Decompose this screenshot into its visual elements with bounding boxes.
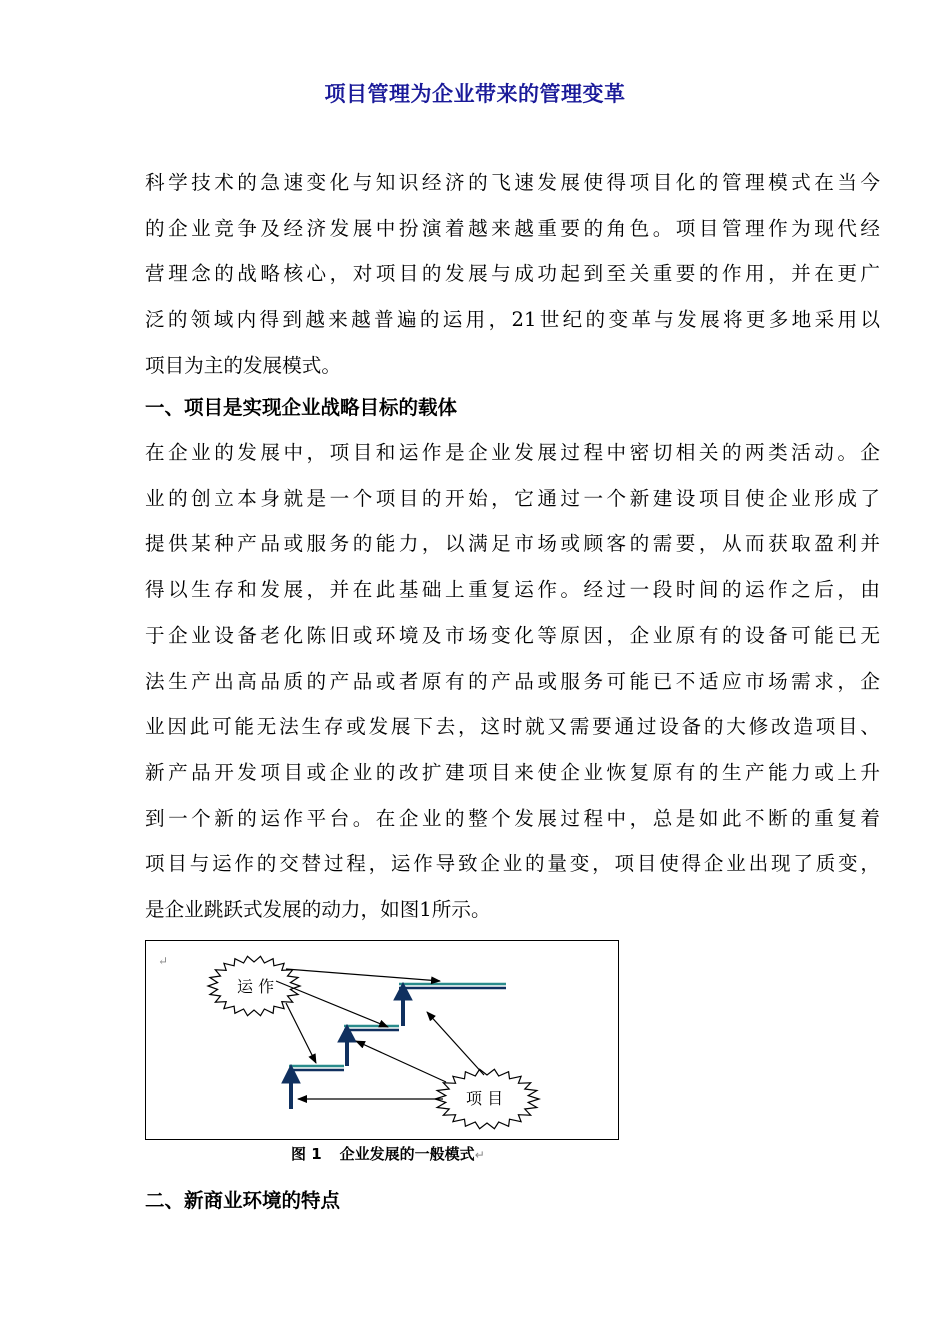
section1-paragraph <box>145 430 880 933</box>
section1-line: 在企业的发展中，项目和运作是企业发展过程中密切相关的两类活动。企 <box>145 441 880 464</box>
section-heading-2: 二、新商业环境的特点 <box>145 1189 341 1212</box>
section1-line: 提供某种产品或服务的能力，以满足市场或顾客的需要，从而获取盈利并 <box>145 532 880 556</box>
section1-line: 新产品开发项目或企业的改扩建项目来使企业恢复原有的生产能力或上升 <box>145 760 880 784</box>
caption-text: 企业发展的一般模式 <box>339 1145 475 1163</box>
figure-diagram <box>146 941 620 1141</box>
paragraph-mark: ↵ <box>158 954 169 968</box>
step-arrows <box>282 983 412 1109</box>
document-title: 项目管理为企业带来的管理变革 <box>324 82 626 106</box>
section1-line: 法生产出高品质的产品或者原有的产品或服务可能已不适应市场需求，企 <box>145 669 880 693</box>
paragraph-mark: ↵ <box>474 1148 485 1162</box>
project-label: 项 目 <box>466 1089 504 1108</box>
section-heading-1: 一、项目是实现企业战略目标的载体 <box>145 396 458 419</box>
section1-line: 业因此可能无法生存或发展下去，这时就又需要通过设备的大修改造项目、 <box>145 715 880 739</box>
intro-line: 科学技术的急速变化与知识经济的飞速发展使得项目化的管理模式在当今 <box>145 171 880 194</box>
intro-line: 项目为主的发展模式。 <box>145 353 341 377</box>
section1-line: 是企业跳跃式发展的动力，如图1所示。 <box>145 898 491 922</box>
intro-paragraph <box>145 160 880 389</box>
section1-line: 于企业设备老化陈旧或环境及市场变化等原因，企业原有的设备可能已无 <box>145 623 880 647</box>
operation-label: 运 作 <box>237 977 275 996</box>
section1-line: 业的创立本身就是一个项目的开始，它通过一个新建设项目使企业形成了 <box>145 486 880 510</box>
intro-line: 营理念的战略核心，对项目的发展与成功起到至关重要的作用，并在更广 <box>145 262 880 286</box>
figure-development-model <box>145 940 619 1140</box>
figure-caption <box>291 1143 485 1164</box>
intro-line: 泛的领域内得到越来越普遍的运用，21世纪的变革与发展将更多地采用以 <box>145 308 880 332</box>
caption-number: 图 1 <box>291 1145 322 1163</box>
section1-line: 到一个新的运作平台。在企业的整个发展过程中，总是如此不断的重复着 <box>145 806 880 830</box>
intro-line: 的企业竞争及经济发展中扮演着越来越重要的角色。项目管理作为现代经 <box>145 216 880 240</box>
section1-line: 得以生存和发展，并在此基础上重复运作。经过一段时间的运作之后，由 <box>145 578 880 602</box>
section1-line: 项目与运作的交替过程，运作导致企业的量变，项目使得企业出现了质变， <box>145 852 880 876</box>
